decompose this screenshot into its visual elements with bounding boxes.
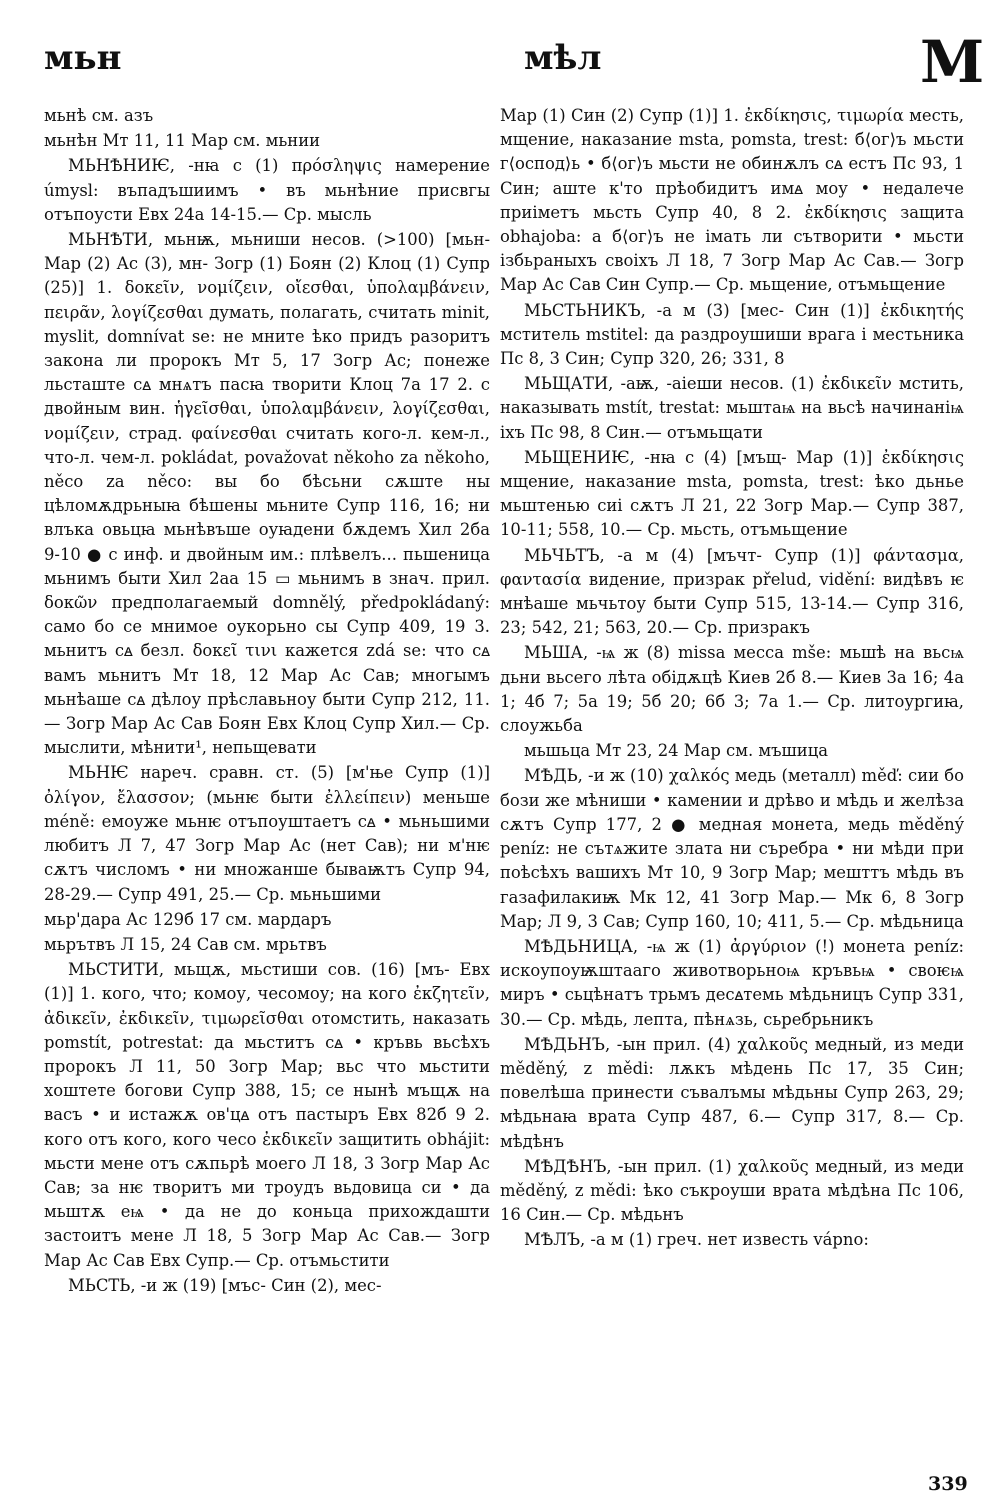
right-column [500, 104, 964, 1254]
dict-entry: МЬСТИТИ, мьщѫ, мьстиши сов. (16) [мъ- Евх (1)] 1. кого, что; комоу, чесомоу; на кого ἐκζητεῖν, ἀδικεῖν, ἐκδικεῖν, τιμωρεῖσθαι отомстить, наказать pomstít, potrestat: да мьститъ сꙙ • кръвь вьсѣхъ пророкъ Л 11, 50 Зогр Мар; вьс что мьстити хоштете богови Супр 388, 15; се нынѣ мъщѫ на васъ • и истажѫ ов'цꙙ отъ пастыръ Евх 82б 9 2. кого отъ кого, кого чесо ἐκδικεῖν защитить obhájit: мьсти мене отъ сѫпьрѣ моего Л 18, 3 Зогр Мар Ас Сав; за нѥ творитъ ми троудъ вьдовица си • да мьштѫ еѩ • да не до коньца прихождашти застоитъ мене Л 18, 5 Зогр Мар Ас Сав.— Зогр Мар Ас Сав Евх Супр.— Ср. отъмьстити [44, 960, 490, 1270]
dict-entry: МЬСТЬНИКЪ, -а м (3) [мес- Син (1)] ἐκδικητής мститель mstitel: да раздроушиши врага і местьника Пс 8, 3 Син; Супр 320, 26; 331, 8 [500, 300, 964, 369]
dict-entry: МѢДЬНИЦА, -ѩ ж (1) ἀργύριον (!) монета peníz: искоупоуѭштааго животворьноѩ кръвьѩ • своѥѩ миръ • сьцѣнатъ трьмъ десꙙтемь мѣдьницъ Супр 331, 30.— Ср. мѣдь, лепта, пѣнѧзь, сьребрьникъ [500, 936, 964, 1029]
running-head-left: мьн [44, 38, 122, 78]
dict-entry: МЬЩЕНИѤ, -нꙗ с (4) [мъщ- Мар (1)] ἐκδίκησις мщение, наказание msta, pomsta, trest: ѣко дьнье мьштенью сиі сѫтъ Л 21, 22 Зогр Мар.— Супр 387, 10-11; 558, 10.— Ср. мьсть, отъмьщение [500, 447, 964, 540]
dict-entry: Мар (1) Син (2) Супр (1)] 1. ἐκδίκησις, τιμωρία месть, мщение, наказание msta, pomsta, trest: б⟨ог⟩ъ мьсти г⟨оспод⟩ь • б⟨ог⟩ъ мьсти не обинѫлъ сꙙ естъ Пс 93, 1 Син; аште к'то прѣобидитъ имꙙ моу • недалече приіметъ мьсть Супр 40, 8 2. ἐκδίκησις защита obhajoba: а б⟨ог⟩ъ не імать ли сътворити • мьсти ізбьраныхъ своіхъ Л 18, 7 Зогр Мар Ас Сав.— Зогр Мар Ас Сав Син Супр.— Ср. мьщение, отъмьщение [500, 106, 964, 295]
left-column [44, 104, 490, 1299]
dict-entry: мьнѣ см. азъ [44, 106, 154, 125]
dict-entry: МѢЛЪ, -а м (1) греч. нет известь vápno: [524, 1230, 869, 1250]
dict-entry: МѢДЬ, -и ж (10) χαλκός медь (металл) měď: сии бо бози же мѣниши • камении и дрѣво и мѣдь и желѣза сѫтъ Супр 177, 2 ● медная монета, медь měděný peníz: не сътѧжите злата ни съребра • ни мѣди при поѣсѣхъ вашихъ Мт 10, 9 Зогр Мар; мешттъ мѣдь въ газафилакиѭ Мк 12, 41 Зогр Мар.— Мк 6, 8 Зогр Мар; Л 9, 3 Сав; Супр 160, 10; 411, 5.— Ср. мѣдьница [500, 766, 964, 931]
dict-entry: МЬНѢНИѤ, -нꙗ с (1) πρόσληψις намерение úmysl: въпадъшиимъ • въ мьнѣние присвгы отъпоусти Евх 24а 14-15.— Ср. мысль [44, 156, 490, 224]
dict-entry: МЬСТЬ, -и ж (19) [мъс- Син (2), мес- [68, 1275, 382, 1295]
dict-entry: МЬНѢТИ, мьнѭ, мьниши несов. (>100) [мьн- Мар (2) Ас (3), мн- Зогр (1) Боян (2) Клоц (1) Супр (25)] 1. δοκεῖν, νομίζειν, οἴεσθαι, ὑπολαμβάνειν, πειρᾶν, λογίζεσθαι думать, полагать, считать minit, myslit, domnívat se: не мните ѣко придъ разоритъ закона ли пророкъ Мт 5, 17 Зогр Ас; понеже льсташте сꙙ мнѧтъ пасꙗ творити Клоц 7а 17 2. с двойным вин. ἡγεῖσθαι, ὑπολαμβάνειν, λογίζεσθαι, νομίζειν, страд. φαίνεσθαι считать кого-л. кем-л., что-л. чем-л. pokládat, považovat někoho za někoho, něco za něco: вы бо бѣсьни сѫште ны цѣломѫдрьныꙗ бѣшены мьните Супр 116, 16; ни влъка овьцꙗ мьнѣвъше оуꙗдени бѫдемъ Хил 2ба 9-10 ● с инф. и двойным им.: плѣвелъ... пьшеница мьнимъ быти Хил 2аа 15 ▭ мьнимъ в знач. прил. δοκῶν предполагаемый domnělý, předpokládaný: само бо се мнимое оукорьно сы Супр 409, 19 3. мьнитъ сꙙ безл. δοκεῖ τινι кажется zdá se: что сꙙ вамъ мьнитъ Мт 18, 12 Мар Ас Сав; многымъ мьнѣаше сꙙ дѣлоу прѣславьноу быти Супр 212, 11.— Зогр Мар Ас Сав Боян Евх Клоц Супр Хил.— Ср. мыслити, мѣнити¹, непьщевати [44, 230, 491, 758]
running-head-center: мѣл [524, 38, 602, 78]
dict-entry: МЬЧЬТЪ, -а м (4) [мъчт- Супр (1)] φάντασμα, φαντασία видение, призрак přelud, vidění: видѣвъ ѥ мнѣаше мьчьтоу быти Супр 515, 13-14.— Супр 316, 23; 542, 21; 563, 20.— Ср. призракъ [500, 545, 964, 638]
dict-entry: МЬНѤ нареч. сравн. ст. (5) [м'ње Супр (1)] ὀλίγον, ἔλασσον; (мьнѥ быти ἐλλείπειν) меньше méně: емоуже мьнѥ отъпоуштаетъ сꙙ • мьньшими любитъ Л 7, 47 Зогр Мар Ас (нет Сав); ни м'нѥ сѫтъ числомъ • ни множанше бываѭтъ Супр 94, 28-29.— Супр 491, 25.— Ср. мьньшими [44, 763, 490, 904]
dict-entry: мьр'дара Ас 129б 17 см. мардаръ [44, 909, 332, 929]
dict-entry: мьнѣн Мт 11, 11 Мар см. мьнии [44, 131, 321, 151]
section-letter: М [920, 28, 985, 96]
dict-entry: МЬША, -ѩ ж (8) missa месса mše: мьшѣ на вьсѩ дьни вьсего лѣта обідѫцѣ Киев 2б 8.— Киев 3а 16; 4а 1; 4б 7; 5а 19; 5б 20; 6б 3; 7а 1.— Ср. литоургиꙗ, слоужьба [500, 643, 964, 736]
dict-entry: МЬЩАТИ, -аѭ, -аіеши несов. (1) ἐκδικεῖν мстить, наказывать mstít, trestat: мьштаѩ на вьсѣ начинаніѩ іхъ Пс 98, 8 Син.— отъмьщати [500, 374, 964, 442]
dict-entry: МѢДѢНЪ, -ын прил. (1) χαλκοῦς медный, из меди měděný, z mědi: ѣко съкроуши врата мѣдѣна Пс 106, 16 Син.— Ср. мѣдьнъ [500, 1156, 964, 1225]
page-number: 339 [928, 1473, 968, 1495]
dict-entry: МѢДЬНЪ, -ын прил. (4) χαλκοῦς медный, из меди měděný, z mědi: лѫкъ мѣдень Пс 17, 35 Син; повелѣша принести съвалъмы мѣдьны Супр 263, 29; мѣдьнаꙗ врата Супр 487, 6.— Супр 317, 8.— Ср. мѣдѣнъ [500, 1034, 964, 1151]
dict-entry: мьрътвъ Л 15, 24 Сав см. мрьтвъ [44, 934, 327, 954]
dict-entry: мьшьца Мт 23, 24 Мар см. мъшица [524, 741, 829, 761]
